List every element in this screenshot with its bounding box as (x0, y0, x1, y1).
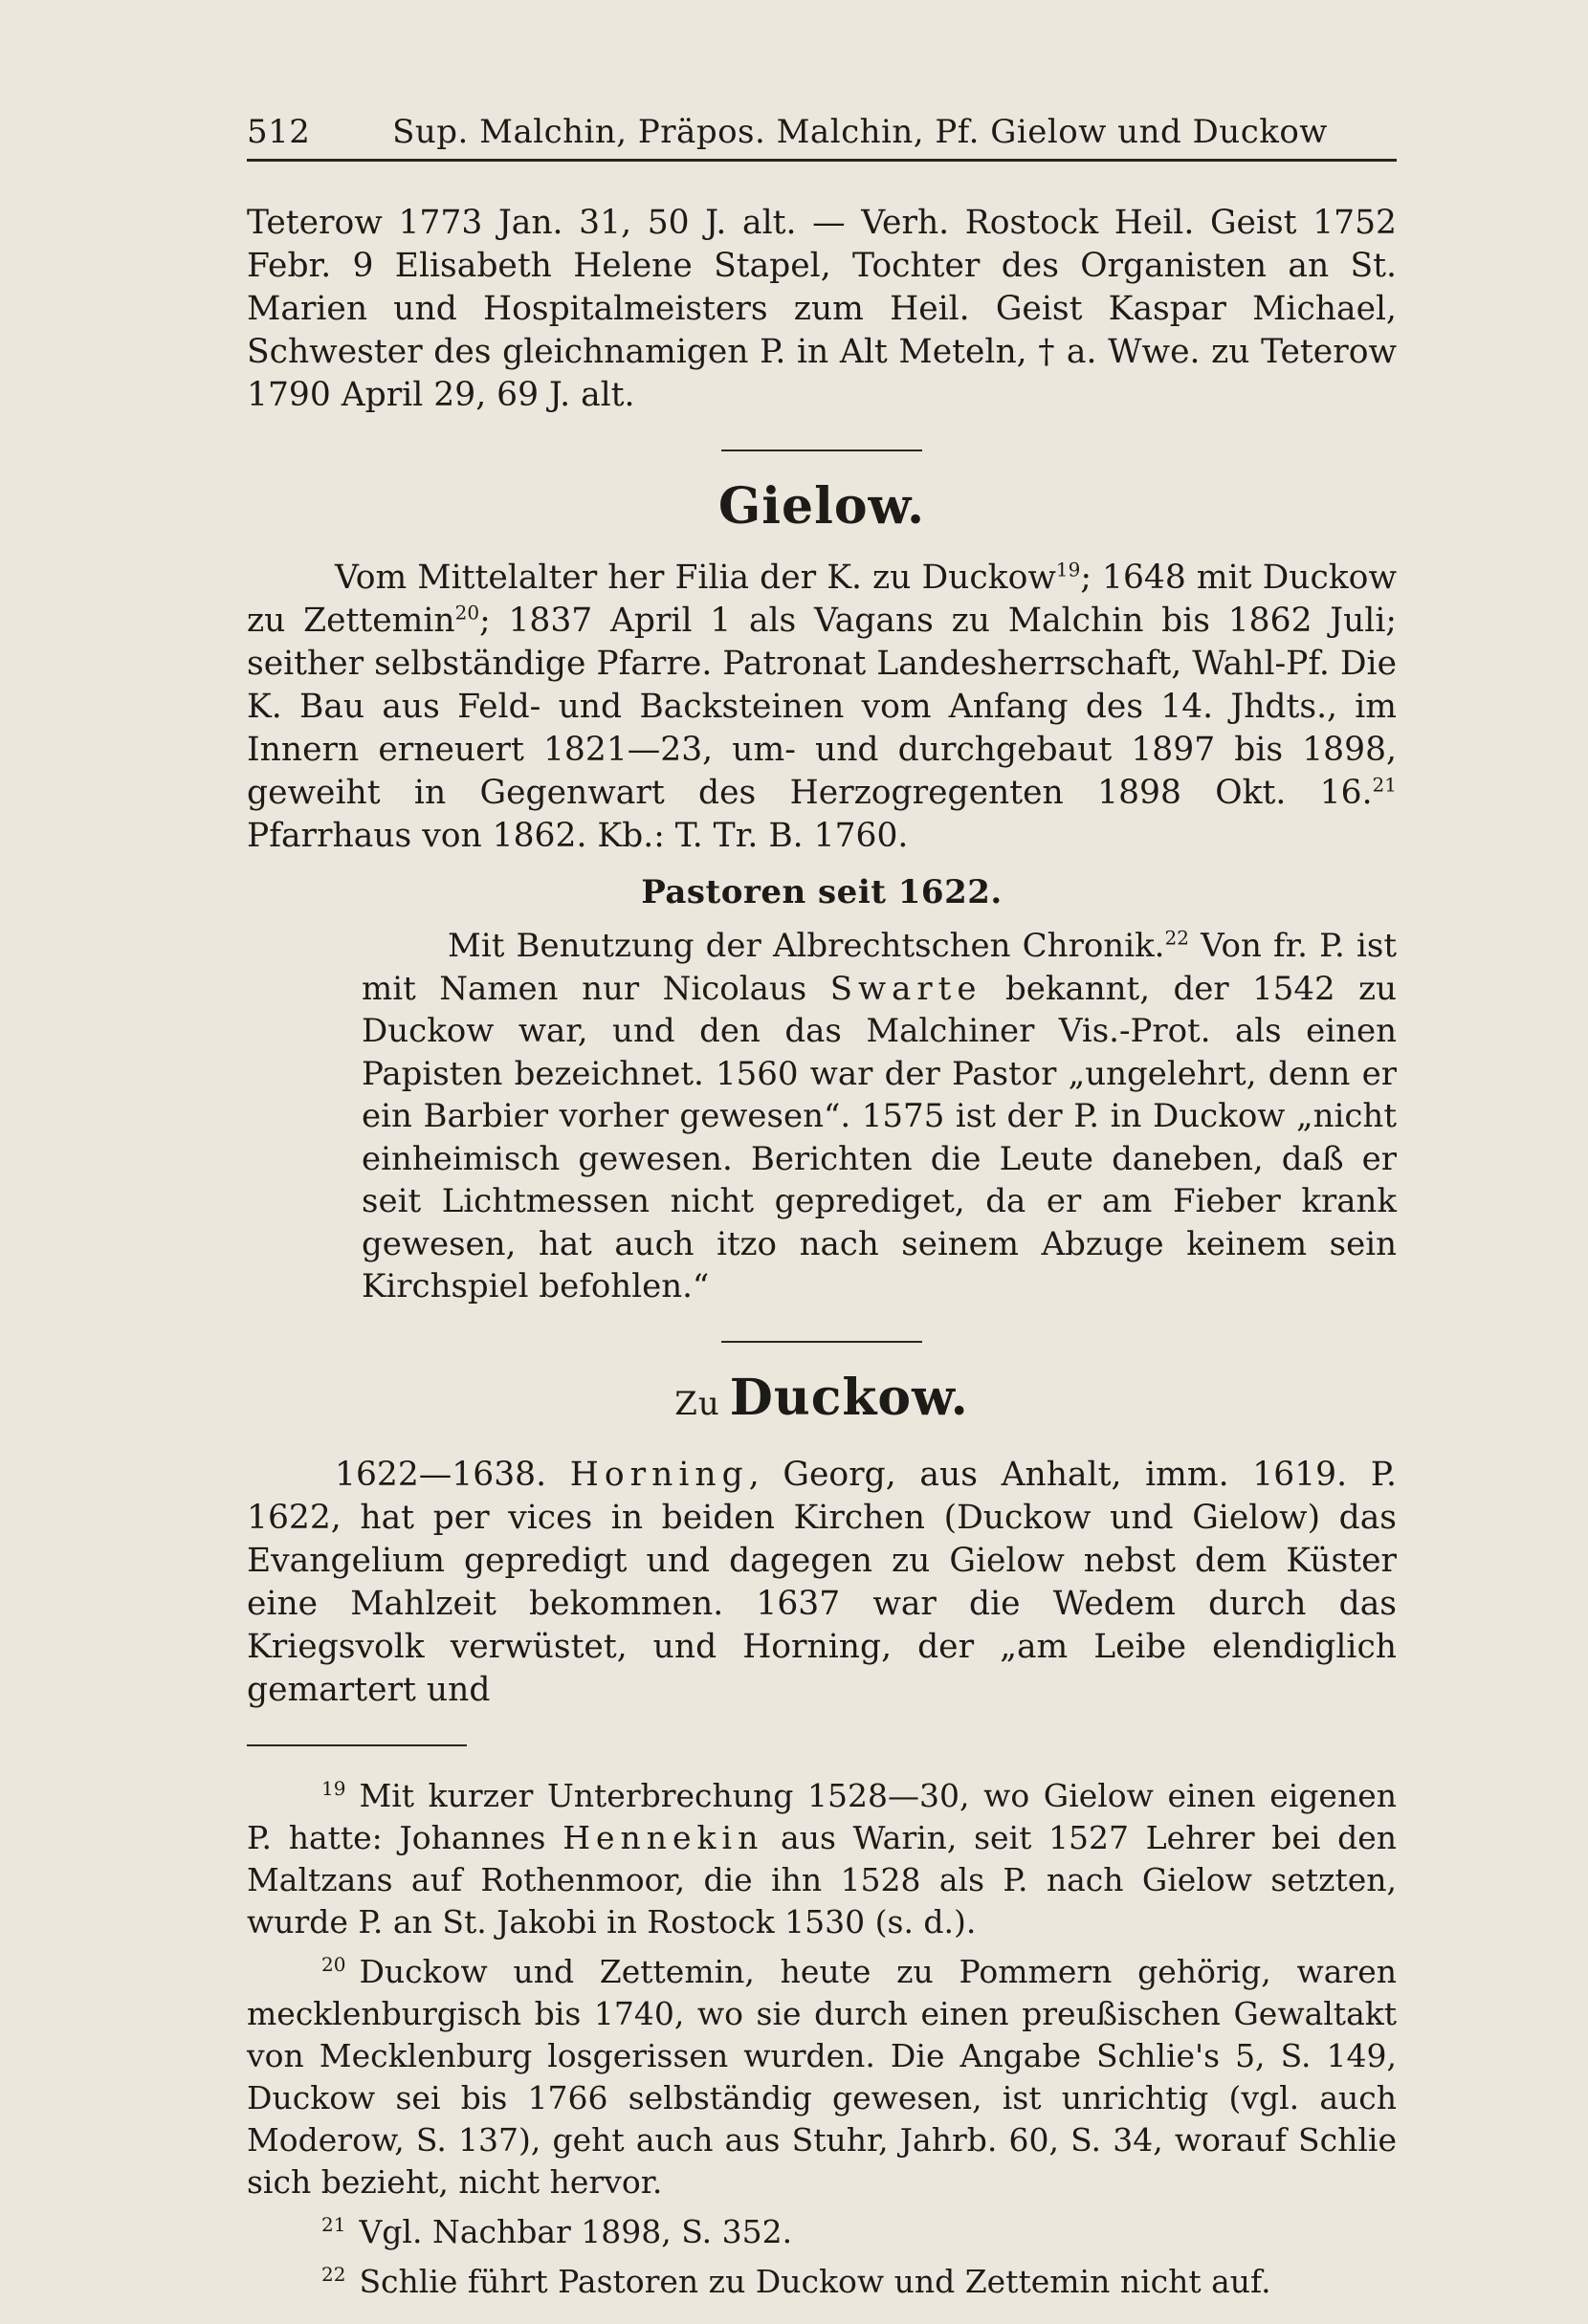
footnote-ref-20[interactable]: 20 (454, 601, 480, 625)
running-title: Sup. Malchin, Präpos. Malchin, Pf. Gielow und Duckow (392, 113, 1328, 151)
page-number: 512 (247, 113, 311, 151)
footnote-ref-21[interactable]: 21 (1372, 773, 1397, 797)
subheading-pastors: Pastoren seit 1622. (641, 873, 1003, 911)
name-swarte: Swarte (829, 969, 982, 1008)
section-divider (721, 449, 922, 451)
footnotes (247, 1767, 1397, 2303)
section-heading-gielow: Gielow. (717, 477, 926, 536)
footnote-rule (247, 1744, 467, 1746)
gielow-paragraph: Vom Mittelalter her Filia der K. zu Duckow$^{19}$; 1648 mit Duckow zu Zettemin$^{20}$; 1837 April 1 als Vagans zu Malchin bis 1862 Juli; seither selbständige Pfarre. Patronat Landesherrschaft, Wahl-Pf. Die K. Bau aus Feld- und Backsteinen vom Anfang des 14. Jhdts., im Innern erneuert 1821—23, um- und durchgebaut 1897 bis 1898, geweiht in Gegenwart des Herzogregenten 1898 Okt. 16.21 Pfarrhaus von 1862. Kb.: T. Tr. B. 1760. (247, 558, 1397, 855)
section-heading-duckow: Zu Duckow. (674, 1368, 969, 1427)
footnote-ref-19[interactable]: 19 (1055, 558, 1081, 581)
name-horning: Horning (569, 1455, 749, 1494)
footnote-20: $^{20}$ Duckow und Zettemin, heute zu Pommern gehörig, waren mecklenburgisch bis 1740, wo sie durch einen preußischen Gewaltakt von Mecklenburg losgerissen wurden. Die Angabe Schlie's 5, S. 149, Duckow sei bis 1766 selbständig gewesen, ist unrichtig (vgl. auch Moderow, S. 137), geht auch aus Stuhr, Jahrb. 60, S. 34, worauf Schlie sich bezieht, nicht hervor. (247, 1952, 1397, 2201)
pastors-quote-block (362, 925, 1397, 1308)
section-divider (721, 1341, 922, 1343)
intro-paragraph: Teterow 1773 Jan. 31, 50 J. alt. — Verh. Rostock Heil. Geist 1752 Febr. 9 Elisabeth Helene Stapel, Tochter des Organisten an St. Marien und Hospitalmeisters zum Heil. Geist Kaspar Michael, Schwester des gleichnamigen P. in Alt Meteln, † a. Wwe. zu Teterow 1790 April 29, 69 J. alt. (247, 204, 1397, 414)
name-hennekin: Hennekin (562, 1818, 764, 1856)
footnote-19: $^{19}$ Mit kurzer Unterbrechung 1528—30, wo Gielow einen eigenen P. hatte: Johannes Hennekin aus Warin, seit 1527 Lehrer bei den Maltzans auf Rothenmoor, die ihn 1528 als P. nach Gielow setzten, wurde P. an St. Jakobi in Rostock 1530 (s. d.). (247, 1776, 1397, 1940)
footnote-22: $^{22}$ Schlie führt Pastoren zu Duckow und Zettemin nicht auf. (321, 2262, 1271, 2300)
footnote-ref-22[interactable]: 22 (1164, 926, 1189, 950)
pastors-paragraph: Mit Benutzung der Albrechtschen Chronik.$^{22}$ Von fr. P. ist mit Namen nur Nicolaus Swarte bekannt, der 1542 zu Duckow war, und den das Malchiner Vis.-Prot. als einen Papisten bezeichnet. 1560 war der Pastor „ungelehrt, denn er ein Barbier vorher gewesen“. 1575 ist der P. in Duckow „nicht einheimisch gewesen. Berichten die Leute daneben, daß er seit Lichtmessen nicht geprediget, da er am Fieber krank gewesen, hat auch itzo nach seinem Abzuge keinem sein Kirchspiel befohlen.“ (362, 926, 1397, 1305)
duckow-entry: 1622—1638. Horning, Georg, aus Anhalt, imm. 1619. P. 1622, hat per vices in beiden Kirchen (Duckow und Gielow) das Evangelium gepredigt und dagegen zu Gielow nebst dem Küster eine Mahlzeit bekommen. 1637 war die Wedem durch das Kriegsvolk verwüstet, und Horning, der „am Leibe elendiglich gemartert und (247, 1455, 1397, 1709)
footnote-21: $^{21}$ Vgl. Nachbar 1898, S. 352. (321, 2212, 793, 2250)
running-header (247, 113, 1397, 162)
